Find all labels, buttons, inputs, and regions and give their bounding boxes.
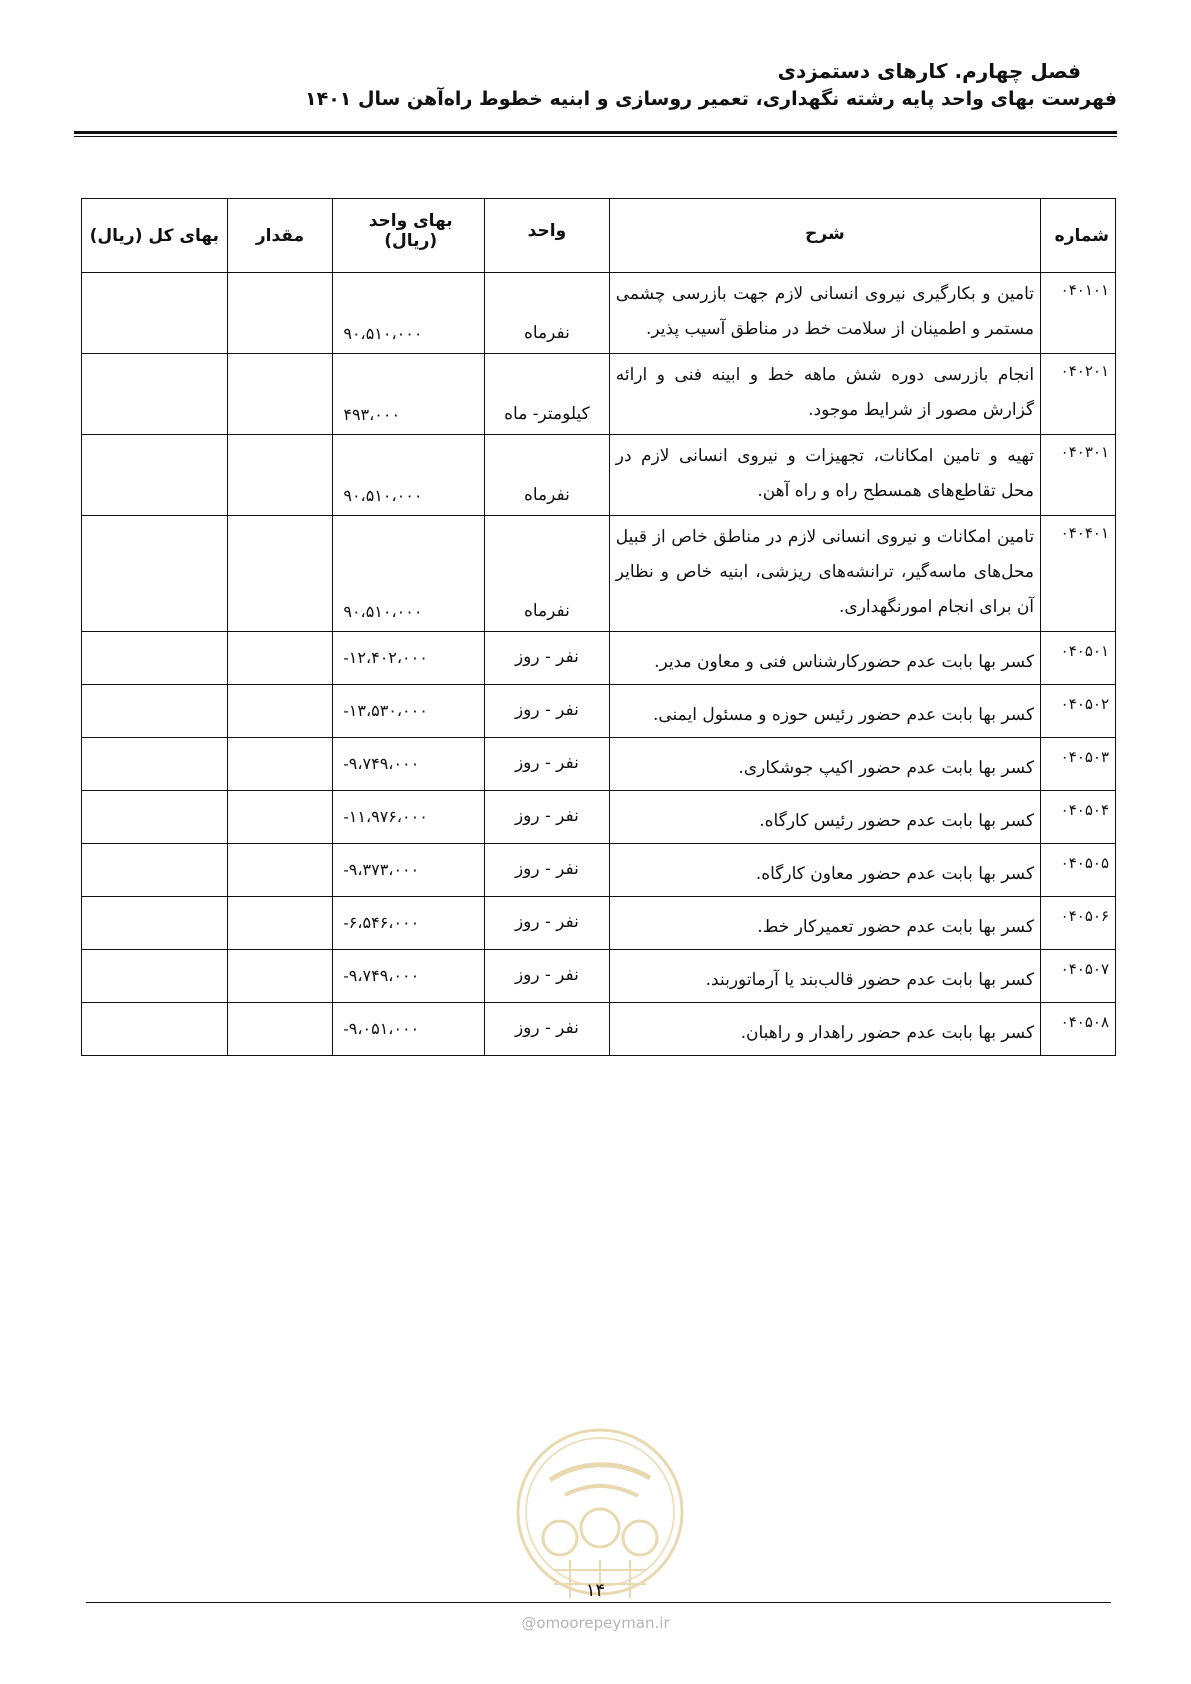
- table-row: [82, 516, 1116, 632]
- item-unit-price: -۱۲،۴۰۲،۰۰۰: [333, 632, 485, 685]
- item-quantity: [227, 435, 333, 516]
- item-total: [82, 685, 228, 738]
- item-description: کسر بها بابت عدم حضور رئیس حوزه و مسئول ایمنی.: [609, 685, 1040, 738]
- item-total: [82, 273, 228, 354]
- item-quantity: [227, 950, 333, 1003]
- item-unit: نفر - روز: [485, 685, 610, 738]
- item-description: کسر بها بابت عدم حضور تعمیرکار خط.: [609, 897, 1040, 950]
- item-unit-price: -۱۳،۵۳۰،۰۰۰: [333, 685, 485, 738]
- item-unit: نفر - روز: [485, 738, 610, 791]
- item-unit-price: ۹۰،۵۱۰،۰۰۰: [333, 516, 485, 632]
- item-total: [82, 354, 228, 435]
- item-quantity: [227, 685, 333, 738]
- item-code: ۰۴۰۳۰۱: [1041, 435, 1116, 516]
- table-header-row: [82, 199, 1116, 273]
- item-unit-price: ۹۰،۵۱۰،۰۰۰: [333, 273, 485, 354]
- item-unit: کیلومتر- ماه: [485, 354, 610, 435]
- footer-rule: [86, 1602, 1111, 1603]
- item-unit: نفر - روز: [485, 791, 610, 844]
- item-quantity: [227, 516, 333, 632]
- table-row: [82, 791, 1116, 844]
- item-unit-price: -۹،۰۵۱،۰۰۰: [333, 1003, 485, 1056]
- header-code: شماره: [1041, 199, 1116, 273]
- table-row: [82, 1003, 1116, 1056]
- item-description: تهیه و تامین امکانات، تجهیزات و نیروی انسانی لازم در محل تقاطع‌های همسطح راه و راه آهن.: [609, 435, 1040, 516]
- item-code: ۰۴۰۵۰۱: [1041, 632, 1116, 685]
- item-description: کسر بها بابت عدم حضور راهدار و راهبان.: [609, 1003, 1040, 1056]
- item-unit: نفر - روز: [485, 950, 610, 1003]
- table-row: [82, 354, 1116, 435]
- table-row: [82, 950, 1116, 1003]
- item-code: ۰۴۰۵۰۶: [1041, 897, 1116, 950]
- item-quantity: [227, 354, 333, 435]
- item-unit: نفر - روز: [485, 844, 610, 897]
- item-quantity: [227, 791, 333, 844]
- table-row: [82, 844, 1116, 897]
- item-total: [82, 791, 228, 844]
- item-description: انجام بازرسی دوره شش ماهه خط و ابینه فنی و ارائه گزارش مصور از شرایط موجود.: [609, 354, 1040, 435]
- table-row: [82, 273, 1116, 354]
- header-quantity: مقدار: [227, 199, 333, 273]
- item-quantity: [227, 273, 333, 354]
- item-total: [82, 738, 228, 791]
- item-quantity: [227, 738, 333, 791]
- item-unit-price: -۹،۷۴۹،۰۰۰: [333, 738, 485, 791]
- item-unit-price: ۹۰،۵۱۰،۰۰۰: [333, 435, 485, 516]
- page-number: ۱۴: [585, 1580, 606, 1601]
- table-row: [82, 897, 1116, 950]
- header-total-price: بهای کل (ریال): [82, 199, 228, 273]
- table-row: [82, 738, 1116, 791]
- chapter-title: فصل چهارم. کارهای دستمزدی: [777, 59, 1081, 83]
- item-unit: نفر - روز: [485, 897, 610, 950]
- item-total: [82, 897, 228, 950]
- item-unit: نفر - روز: [485, 1003, 610, 1056]
- item-code: ۰۴۰۱۰۱: [1041, 273, 1116, 354]
- item-description: کسر بها بابت عدم حضورکارشناس فنی و معاون مدیر.: [609, 632, 1040, 685]
- item-description: کسر بها بابت عدم حضور قالب‌بند یا آرماتوربند.: [609, 950, 1040, 1003]
- website-watermark: @omoorepeyman.ir: [521, 1614, 670, 1632]
- page-header: [67, 58, 1117, 114]
- item-code: ۰۴۰۵۰۸: [1041, 1003, 1116, 1056]
- item-unit: نفرماه: [485, 516, 610, 632]
- item-quantity: [227, 844, 333, 897]
- table-row: [82, 435, 1116, 516]
- item-total: [82, 1003, 228, 1056]
- item-total: [82, 516, 228, 632]
- item-code: ۰۴۰۵۰۷: [1041, 950, 1116, 1003]
- item-unit-price: -۶،۵۴۶،۰۰۰: [333, 897, 485, 950]
- price-list-table: [81, 198, 1116, 1056]
- item-code: ۰۴۰۵۰۳: [1041, 738, 1116, 791]
- item-unit: نفر - روز: [485, 632, 610, 685]
- item-description: تامین امکانات و نیروی انسانی لازم در مناطق خاص از قبیل محل‌های ماسه‌گیر، ترانشه‌های ریزشی، ابنیه خاص و نظایر آن برای انجام امورنگهداری.: [609, 516, 1040, 632]
- item-unit-price: -۹،۳۷۳،۰۰۰: [333, 844, 485, 897]
- item-code: ۰۴۰۵۰۵: [1041, 844, 1116, 897]
- item-total: [82, 844, 228, 897]
- item-total: [82, 435, 228, 516]
- item-description: تامین و بکارگیری نیروی انسانی لازم جهت بازرسی چشمی مستمر و اطمینان از سلامت خط در مناطق آسیب پذیر.: [609, 273, 1040, 354]
- document-subtitle: فهرست بهای واحد پایه رشته نگهداری، تعمیر روسازی و ابنیه خطوط راه‌آهن سال ۱۴۰۱: [305, 88, 1117, 110]
- item-total: [82, 950, 228, 1003]
- item-code: ۰۴۰۵۰۲: [1041, 685, 1116, 738]
- item-code: ۰۴۰۴۰۱: [1041, 516, 1116, 632]
- header-description: شرح: [609, 199, 1040, 273]
- header-rule-thick: [74, 131, 1117, 134]
- item-description: کسر بها بابت عدم حضور اکیپ جوشکاری.: [609, 738, 1040, 791]
- header-rule-thin: [74, 136, 1117, 137]
- item-description: کسر بها بابت عدم حضور معاون کارگاه.: [609, 844, 1040, 897]
- item-unit-price: -۹،۷۴۹،۰۰۰: [333, 950, 485, 1003]
- item-unit: نفرماه: [485, 273, 610, 354]
- table-row: [82, 632, 1116, 685]
- item-code: ۰۴۰۵۰۴: [1041, 791, 1116, 844]
- item-total: [82, 632, 228, 685]
- item-unit-price: -۱۱،۹۷۶،۰۰۰: [333, 791, 485, 844]
- item-description: کسر بها بابت عدم حضور رئیس کارگاه.: [609, 791, 1040, 844]
- item-code: ۰۴۰۲۰۱: [1041, 354, 1116, 435]
- item-unit: نفرماه: [485, 435, 610, 516]
- item-quantity: [227, 632, 333, 685]
- table-row: [82, 685, 1116, 738]
- header-unit: واحد: [485, 199, 610, 273]
- item-quantity: [227, 897, 333, 950]
- item-unit-price: ۴۹۳،۰۰۰: [333, 354, 485, 435]
- item-quantity: [227, 1003, 333, 1056]
- header-unit-price: بهای واحد (ریال): [333, 199, 485, 273]
